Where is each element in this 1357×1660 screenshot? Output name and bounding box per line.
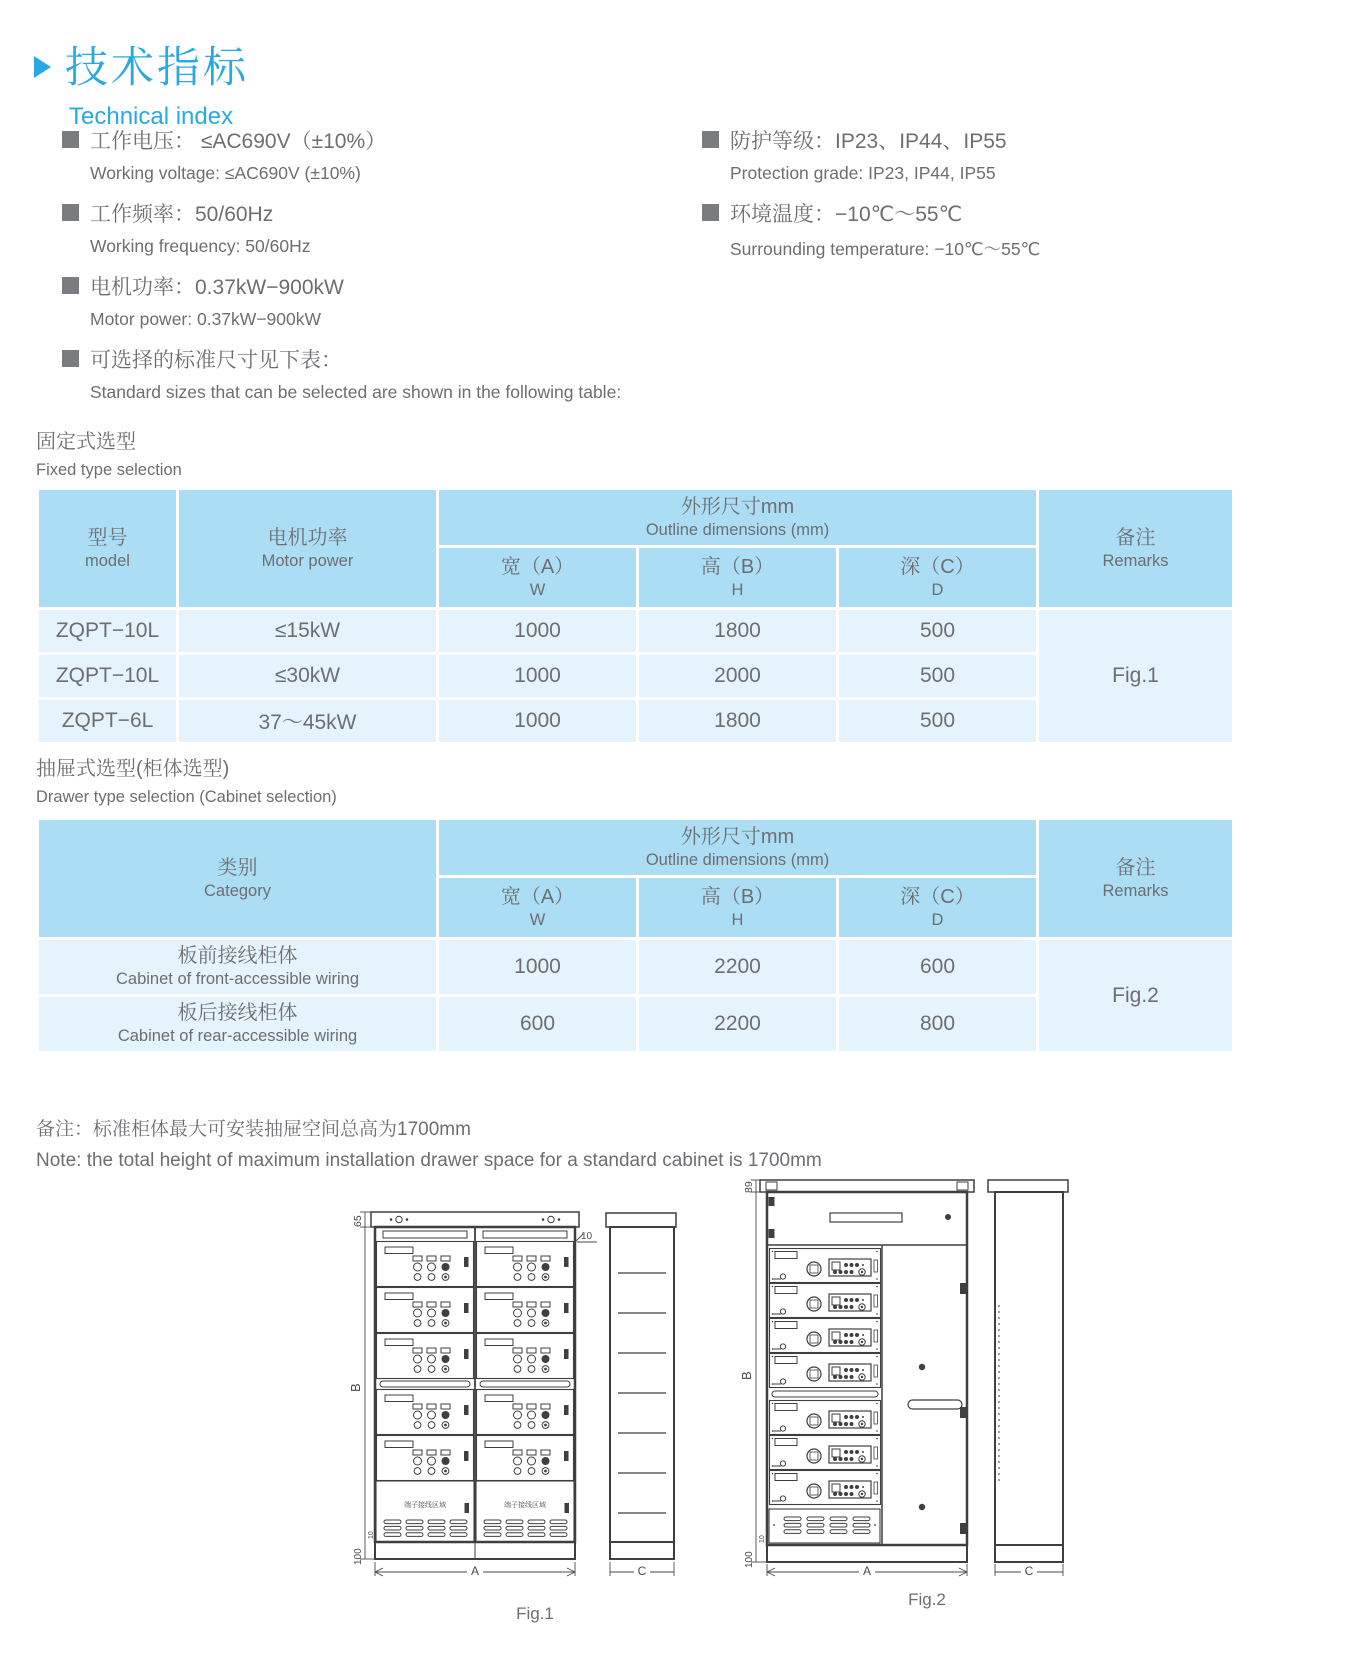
spec-ambient-temperature xyxy=(702,199,1332,258)
footnote xyxy=(36,1114,822,1172)
spec-working-voltage xyxy=(62,126,692,185)
spec-zh-line xyxy=(702,126,1332,153)
header-zh: 宽（A） xyxy=(500,555,575,578)
spec-motor-power xyxy=(62,272,692,331)
width-cell: 1000 xyxy=(438,609,638,654)
section-title-en: Fixed type selection xyxy=(36,461,182,479)
section-title-zh: 固定式选型 xyxy=(36,431,136,453)
fig2-side-view xyxy=(988,1180,1068,1578)
col-header-category xyxy=(38,819,438,939)
fig2-vent-area xyxy=(769,1509,880,1543)
footnote-zh: 备注：标准柜体最大可安装抽屉空间总高为1700mm xyxy=(36,1119,471,1140)
spec-en-text: Surrounding temperature: −10℃～55℃ xyxy=(730,239,1041,259)
spec-zh-text: 工作频率：50/60Hz xyxy=(90,202,274,226)
page-title: 技术指标 xyxy=(65,44,249,92)
header-en: model xyxy=(85,551,130,570)
page-header xyxy=(30,34,249,131)
col-header-width xyxy=(438,547,638,609)
header-zh: 宽（A） xyxy=(500,885,575,908)
dim-width-label: A xyxy=(470,1564,480,1578)
header-en: D xyxy=(931,580,944,599)
header-en: H xyxy=(731,910,744,929)
table-row xyxy=(38,939,1234,996)
spec-protection-grade xyxy=(702,126,1332,185)
header-en: Outline dimensions (mm) xyxy=(645,520,830,539)
header-en: H xyxy=(731,580,744,599)
category-zh: 板后接线柜体 xyxy=(177,1002,298,1025)
depth-cell: 500 xyxy=(838,699,1038,744)
fig2-front-view xyxy=(760,1180,974,1562)
dim-plinth-label: 100 xyxy=(353,1548,364,1565)
height-cell: 1800 xyxy=(638,699,838,744)
bullet-square-icon xyxy=(62,277,79,294)
model-cell: ZQPT−6L xyxy=(38,699,178,744)
title-row xyxy=(30,34,249,95)
power-cell: 37～45kW xyxy=(178,699,438,744)
header-zh: 备注 xyxy=(1115,526,1156,549)
spec-zh-text: 防护等级：IP23、IP44、IP55 xyxy=(730,129,1007,153)
model-cell: ZQPT−10L xyxy=(38,654,178,699)
col-header-height xyxy=(638,877,838,939)
header-zh: 外形尺寸mm xyxy=(680,495,795,518)
power-cell: ≤15kW xyxy=(178,609,438,654)
depth-cell: 800 xyxy=(838,996,1038,1053)
fig1-side-view xyxy=(606,1213,676,1578)
dim-cap-label: 65 xyxy=(352,1215,364,1227)
footnote-en: Note: the total height of maximum installation drawer space for a standard cabinet is 1700mm xyxy=(36,1150,822,1171)
header-zh: 外形尺寸mm xyxy=(680,825,795,848)
spec-standard-sizes xyxy=(62,345,692,404)
fig2-drawing xyxy=(712,1155,1092,1620)
terminal-label: 端子接线区域 xyxy=(404,1502,446,1509)
bullet-square-icon xyxy=(702,204,719,221)
remark-cell: Fig.1 xyxy=(1038,609,1234,744)
header-zh: 备注 xyxy=(1115,856,1156,879)
section-fixed-type xyxy=(36,425,182,480)
height-cell: 2000 xyxy=(638,654,838,699)
bullet-square-icon xyxy=(702,131,719,148)
height-cell: 2200 xyxy=(638,996,838,1053)
spec-zh-line xyxy=(702,199,1332,226)
spec-zh-line xyxy=(62,272,692,299)
col-header-model xyxy=(38,489,178,609)
dim-plinth-label: 100 xyxy=(744,1551,755,1568)
spec-en-text: Motor power: 0.37kW−900kW xyxy=(90,309,321,329)
bullet-square-icon xyxy=(62,350,79,367)
spec-zh-line xyxy=(62,126,692,153)
header-zh: 深（C） xyxy=(900,885,975,908)
dim-depth-label: C xyxy=(637,1564,647,1578)
dim-height-label: B xyxy=(739,1371,754,1380)
category-cell xyxy=(38,939,438,996)
depth-cell: 500 xyxy=(838,654,1038,699)
header-zh: 高（B） xyxy=(700,885,775,908)
col-header-height xyxy=(638,547,838,609)
category-zh: 板前接线柜体 xyxy=(177,945,298,968)
width-cell: 1000 xyxy=(438,939,638,996)
spec-en-text: Working voltage: ≤AC690V (±10%) xyxy=(90,163,361,183)
header-zh: 型号 xyxy=(87,526,128,549)
spec-working-frequency xyxy=(62,199,692,258)
height-cell: 1800 xyxy=(638,609,838,654)
col-header-remarks xyxy=(1038,489,1234,609)
bullet-square-icon xyxy=(62,204,79,221)
width-cell: 600 xyxy=(438,996,638,1053)
section-title-en: Drawer type selection (Cabinet selection) xyxy=(36,788,337,806)
dim-vent-label: 10 xyxy=(368,1531,375,1539)
remark-cell: Fig.2 xyxy=(1038,939,1234,1053)
col-header-motor-power xyxy=(178,489,438,609)
dim-width-label: A xyxy=(862,1564,872,1578)
col-header-depth xyxy=(838,877,1038,939)
dim-vent-label: 10 xyxy=(759,1535,766,1543)
section-drawer-type xyxy=(36,752,337,807)
power-cell: ≤30kW xyxy=(178,654,438,699)
header-en: W xyxy=(529,910,546,929)
table-row xyxy=(38,609,1234,654)
depth-cell: 500 xyxy=(838,609,1038,654)
width-cell: 1000 xyxy=(438,654,638,699)
specs-right-column xyxy=(702,126,1332,272)
fig2-caption: Fig.2 xyxy=(908,1590,946,1609)
width-cell: 1000 xyxy=(438,699,638,744)
spec-en-text: Standard sizes that can be selected are shown in the following table: xyxy=(90,382,622,402)
header-zh: 电机功率 xyxy=(267,526,348,549)
header-zh: 深（C） xyxy=(900,555,975,578)
model-cell: ZQPT−10L xyxy=(38,609,178,654)
spec-zh-text: 工作电压： ≤AC690V（±10%） xyxy=(90,129,387,153)
dim-topgap-label: 10 xyxy=(581,1231,593,1242)
fig1-caption: Fig.1 xyxy=(516,1604,554,1623)
header-en: Motor power xyxy=(261,551,354,570)
category-en: Cabinet of front-accessible wiring xyxy=(115,970,360,989)
header-zh: 类别 xyxy=(217,856,258,879)
spec-en-text: Protection grade: IP23, IP44, IP55 xyxy=(730,163,996,183)
col-header-outline-dimensions xyxy=(438,819,1038,877)
col-header-outline-dimensions xyxy=(438,489,1038,547)
spec-zh-text: 可选择的标准尺寸见下表： xyxy=(90,348,342,372)
drawer-selection-table xyxy=(36,817,1235,1054)
spec-en-text: Working frequency: 50/60Hz xyxy=(90,236,311,256)
header-zh: 高（B） xyxy=(700,555,775,578)
page-subtitle: Technical index xyxy=(69,103,234,130)
arrow-right-icon xyxy=(34,56,51,78)
fixed-selection-table xyxy=(36,487,1235,745)
header-en: Remarks xyxy=(1102,551,1169,570)
depth-cell: 600 xyxy=(838,939,1038,996)
specs-left-column xyxy=(62,126,692,418)
fig1-front-view xyxy=(371,1212,579,1559)
fig1-drawing xyxy=(325,1187,705,1632)
header-en: Category xyxy=(204,881,271,900)
bullet-square-icon xyxy=(62,131,79,148)
section-title-zh: 抽屉式选型(柜体选型) xyxy=(36,758,230,780)
spec-zh-text: 环境温度：−10℃～55℃ xyxy=(730,202,963,226)
dim-height-label: B xyxy=(348,1383,363,1392)
fig2-door xyxy=(908,1283,967,1534)
header-en: Outline dimensions (mm) xyxy=(645,850,830,869)
height-cell: 2200 xyxy=(638,939,838,996)
category-en: Cabinet of rear-accessible wiring xyxy=(117,1027,358,1046)
spec-zh-line xyxy=(62,199,692,226)
header-en: W xyxy=(529,580,546,599)
col-header-remarks xyxy=(1038,819,1234,939)
header-en: D xyxy=(931,910,944,929)
dim-cap-label: 89 xyxy=(743,1181,755,1193)
category-cell xyxy=(38,996,438,1053)
col-header-depth xyxy=(838,547,1038,609)
spec-zh-line xyxy=(62,345,692,372)
header-en: Remarks xyxy=(1102,881,1169,900)
spec-zh-text: 电机功率：0.37kW−900kW xyxy=(90,275,344,299)
terminal-label: 端子接线区域 xyxy=(504,1502,546,1509)
dim-depth-label: C xyxy=(1024,1564,1034,1578)
col-header-width xyxy=(438,877,638,939)
